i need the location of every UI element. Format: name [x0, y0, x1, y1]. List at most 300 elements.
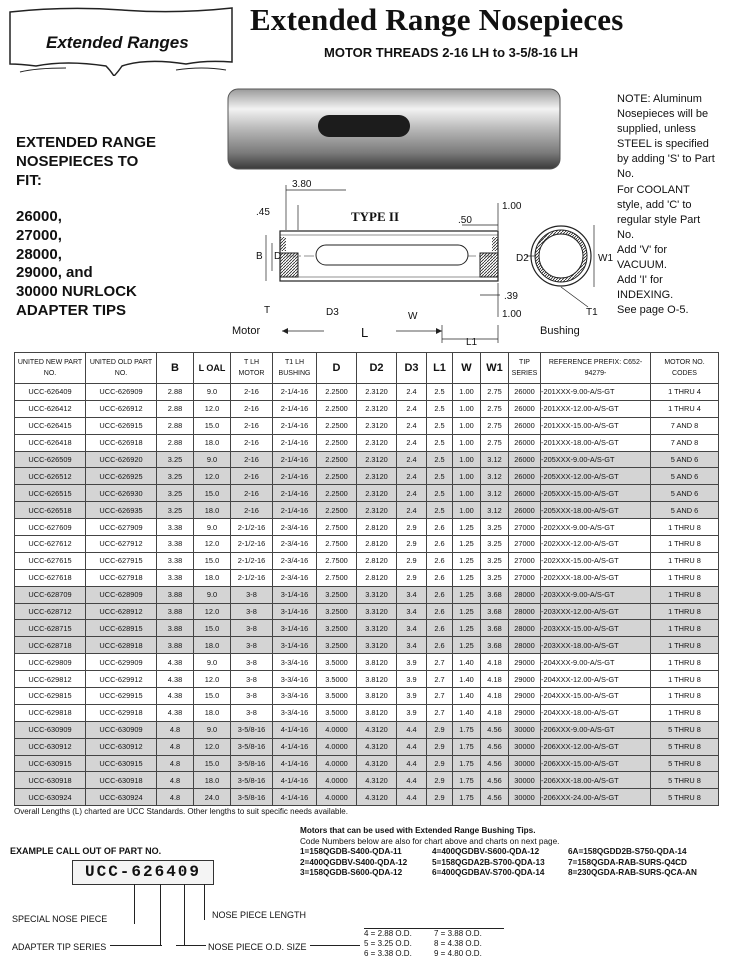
- od-row: [364, 928, 504, 939]
- table-cell: 1.00: [453, 502, 481, 519]
- footnote: Overall Lengths (L) charted are UCC Standards. Other lengths to suit specific needs available.: [14, 807, 348, 816]
- spec-table: [14, 352, 719, 806]
- fit-line: 29000, and: [16, 264, 93, 281]
- motors-subtitle: Code Numbers below are also for chart above and charts on next page.: [300, 836, 560, 846]
- table-cell: 2-1/4-16: [273, 485, 317, 502]
- od-entry: 8 = 4.38 O.D.: [434, 939, 482, 948]
- table-cell: 4.8: [157, 772, 194, 789]
- motor-code: 1=158QGDB-S400-QDA-11: [300, 847, 402, 857]
- table-cell: 3.88: [157, 603, 194, 620]
- col-header: L OAL: [194, 353, 231, 384]
- table-cell: 1 THRU 8: [651, 704, 719, 721]
- table-cell: 4.0000: [317, 789, 357, 806]
- note-line: No.: [617, 228, 635, 241]
- fit-line: EXTENDED RANGE: [16, 134, 157, 151]
- table-cell: 2-3/4-16: [273, 519, 317, 536]
- table-cell: 5 AND 6: [651, 485, 719, 502]
- table-cell: 1.75: [453, 738, 481, 755]
- table-cell: 3.25: [157, 502, 194, 519]
- table-cell: 3.5000: [317, 654, 357, 671]
- table-cell: 3-5/8-16: [231, 789, 273, 806]
- dim-label: B: [256, 251, 263, 262]
- bushing-label: Bushing: [540, 325, 580, 337]
- page-title: Extended Range Nosepieces: [250, 2, 624, 37]
- table-cell: 1 THRU 8: [651, 688, 719, 705]
- note-block: [617, 92, 749, 318]
- table-cell: 3.25: [157, 468, 194, 485]
- table-cell: 2-1/4-16: [273, 502, 317, 519]
- dim-label: L: [361, 325, 369, 340]
- table-cell: 2.9: [397, 536, 427, 553]
- table-cell: UCC-626418: [15, 434, 86, 451]
- table-cell: 4.3120: [357, 721, 397, 738]
- table-cell: UCC-626515: [15, 485, 86, 502]
- table-cell: 2.5: [427, 417, 453, 434]
- table-cell: 3-5/8-16: [231, 755, 273, 772]
- table-cell: UCC-629915: [86, 688, 157, 705]
- table-cell: 2.8120: [357, 519, 397, 536]
- table-cell: UCC-627918: [86, 569, 157, 586]
- note-line: by adding 'S' to Part: [617, 153, 715, 166]
- table-cell: 1 THRU 8: [651, 671, 719, 688]
- od-size-label: NOSE PIECE O.D. SIZE: [208, 942, 307, 952]
- table-cell: UCC-629909: [86, 654, 157, 671]
- table-cell: 2.8120: [357, 552, 397, 569]
- table-cell: 1 THRU 8: [651, 519, 719, 536]
- table-cell: 3.3120: [357, 620, 397, 637]
- table-cell: 3.25: [157, 451, 194, 468]
- table-cell: 3-3/4-16: [273, 704, 317, 721]
- table-cell: UCC-627609: [15, 519, 86, 536]
- table-cell: 3.9: [397, 654, 427, 671]
- table-cell: -206XXX-18.00-A/S-GT: [541, 772, 651, 789]
- banner-label: Extended Ranges: [46, 33, 189, 52]
- table-cell: 2.2500: [317, 502, 357, 519]
- table-cell: 3.88: [157, 620, 194, 637]
- table-cell: 1.75: [453, 789, 481, 806]
- table-cell: 2.9: [427, 755, 453, 772]
- table-cell: UCC-630912: [15, 738, 86, 755]
- table-cell: 3.38: [157, 536, 194, 553]
- table-cell: UCC-626930: [86, 485, 157, 502]
- table-cell: 4.0000: [317, 738, 357, 755]
- fit-line: FIT:: [16, 172, 42, 189]
- table-cell: 2.9: [397, 552, 427, 569]
- length-label: NOSE PIECE LENGTH: [212, 910, 307, 920]
- table-cell: 2-1/2-16: [231, 536, 273, 553]
- table-cell: 2.9: [427, 738, 453, 755]
- table-cell: UCC-628915: [86, 620, 157, 637]
- table-cell: 3.5000: [317, 671, 357, 688]
- table-row: [15, 772, 719, 789]
- table-cell: 18.0: [194, 569, 231, 586]
- table-cell: 3-3/4-16: [273, 654, 317, 671]
- note-line: Add 'V' for: [617, 243, 668, 256]
- table-cell: 1.75: [453, 755, 481, 772]
- table-cell: 4.3120: [357, 738, 397, 755]
- od-size-table: [364, 928, 504, 959]
- dim-label: .50: [458, 215, 472, 226]
- dim-label: .39: [504, 291, 518, 302]
- table-cell: 1 THRU 8: [651, 569, 719, 586]
- motor-code: 2=400QGDBV-S400-QDA-12: [300, 857, 408, 867]
- table-cell: UCC-630918: [15, 772, 86, 789]
- table-cell: 4.56: [481, 738, 509, 755]
- table-cell: 3-8: [231, 586, 273, 603]
- table-cell: 3.68: [481, 637, 509, 654]
- dim-label: 1.00: [502, 309, 522, 320]
- table-cell: 26000: [509, 400, 541, 417]
- table-cell: 2.7: [427, 671, 453, 688]
- od-row: [364, 939, 504, 949]
- table-cell: 1.40: [453, 688, 481, 705]
- table-cell: 4-1/4-16: [273, 789, 317, 806]
- table-cell: UCC-628712: [15, 603, 86, 620]
- fit-line: 30000 NURLOCK: [16, 283, 137, 300]
- table-cell: 2.75: [481, 400, 509, 417]
- table-cell: 26000: [509, 451, 541, 468]
- table-cell: UCC-626415: [15, 417, 86, 434]
- table-cell: 4-1/4-16: [273, 738, 317, 755]
- table-row: [15, 688, 719, 705]
- table-cell: 2.6: [427, 603, 453, 620]
- table-cell: 2.3120: [357, 451, 397, 468]
- table-cell: 1 THRU 8: [651, 536, 719, 553]
- table-cell: 2-16: [231, 384, 273, 401]
- table-cell: 4.4: [397, 789, 427, 806]
- table-cell: 1 THRU 8: [651, 620, 719, 637]
- table-cell: 1.00: [453, 434, 481, 451]
- motor-code: 8=230QGDA-RAB-SURS-QCA-AN: [568, 868, 697, 878]
- table-cell: 4.56: [481, 772, 509, 789]
- table-cell: -204XXX-12.00-A/S-GT: [541, 671, 651, 688]
- col-header: T1 LH BUSHING: [273, 353, 317, 384]
- table-cell: 9.0: [194, 519, 231, 536]
- table-cell: 24.0: [194, 789, 231, 806]
- fit-line: 26000,: [16, 208, 62, 225]
- table-cell: 2-1/4-16: [273, 451, 317, 468]
- table-cell: 3.2500: [317, 603, 357, 620]
- table-cell: 2-16: [231, 417, 273, 434]
- table-cell: 2-1/4-16: [273, 384, 317, 401]
- table-cell: 30000: [509, 772, 541, 789]
- table-cell: 2.4: [397, 502, 427, 519]
- table-cell: 4-1/4-16: [273, 755, 317, 772]
- table-cell: 2-1/2-16: [231, 569, 273, 586]
- table-cell: 2.9: [427, 721, 453, 738]
- table-cell: -201XXX-9.00-A/S-GT: [541, 384, 651, 401]
- motor-code: 6=400QGDBAV-S700-QDA-14: [432, 868, 545, 878]
- table-cell: 1.00: [453, 417, 481, 434]
- table-cell: 9.0: [194, 654, 231, 671]
- table-cell: -205XXX-9.00-A/S-GT: [541, 451, 651, 468]
- table-cell: 2-1/4-16: [273, 400, 317, 417]
- table-cell: 2.4: [397, 468, 427, 485]
- table-cell: 4.56: [481, 755, 509, 772]
- table-cell: -206XXX-15.00-A/S-GT: [541, 755, 651, 772]
- table-cell: 3-3/4-16: [273, 688, 317, 705]
- col-header: L1: [427, 353, 453, 384]
- table-cell: 3.12: [481, 502, 509, 519]
- table-cell: 3.8120: [357, 671, 397, 688]
- table-cell: -203XXX-12.00-A/S-GT: [541, 603, 651, 620]
- dim-label: 1.00: [502, 201, 522, 212]
- table-cell: 2.6: [427, 586, 453, 603]
- table-cell: -204XXX-9.00-A/S-GT: [541, 654, 651, 671]
- table-cell: 3-1/4-16: [273, 637, 317, 654]
- table-cell: 2.88: [157, 417, 194, 434]
- table-cell: 4.38: [157, 688, 194, 705]
- table-cell: 3.25: [481, 569, 509, 586]
- table-cell: 2-1/2-16: [231, 519, 273, 536]
- table-row: [15, 536, 719, 553]
- table-cell: 3.5000: [317, 688, 357, 705]
- table-cell: 3-5/8-16: [231, 738, 273, 755]
- od-entry: 9 = 4.80 O.D.: [434, 949, 482, 958]
- table-cell: 2-3/4-16: [273, 569, 317, 586]
- table-cell: 2.2500: [317, 434, 357, 451]
- table-cell: 1 THRU 8: [651, 586, 719, 603]
- table-cell: 3.12: [481, 485, 509, 502]
- table-cell: UCC-629818: [15, 704, 86, 721]
- table-cell: 2-16: [231, 468, 273, 485]
- table-cell: 4.56: [481, 789, 509, 806]
- table-cell: 18.0: [194, 637, 231, 654]
- table-cell: 4.3120: [357, 772, 397, 789]
- table-cell: UCC-629912: [86, 671, 157, 688]
- note-line: For COOLANT: [617, 183, 690, 196]
- table-cell: 2.7: [427, 704, 453, 721]
- table-cell: 2.2500: [317, 400, 357, 417]
- table-cell: 2.4: [397, 400, 427, 417]
- motor-code: 5=158QGDA2B-S700-QDA-13: [432, 857, 545, 867]
- table-cell: 30000: [509, 789, 541, 806]
- table-cell: 2-1/4-16: [273, 434, 317, 451]
- table-cell: 3.88: [157, 637, 194, 654]
- table-cell: 2.3120: [357, 502, 397, 519]
- table-cell: 2.3120: [357, 417, 397, 434]
- table-cell: UCC-629918: [86, 704, 157, 721]
- table-cell: 2.88: [157, 384, 194, 401]
- note-line: VACUUM.: [617, 259, 667, 272]
- table-cell: 3.38: [157, 569, 194, 586]
- table-cell: 1 THRU 4: [651, 400, 719, 417]
- table-cell: -206XXX-24.00-A/S-GT: [541, 789, 651, 806]
- table-cell: UCC-630909: [86, 721, 157, 738]
- col-header: UNITED NEW PART NO.: [15, 353, 86, 384]
- table-cell: 2.4: [397, 434, 427, 451]
- table-cell: -203XXX-9.00-A/S-GT: [541, 586, 651, 603]
- table-cell: 4.3120: [357, 789, 397, 806]
- col-header: B: [157, 353, 194, 384]
- table-cell: 2.6: [427, 637, 453, 654]
- table-cell: 29000: [509, 654, 541, 671]
- table-cell: 2.7500: [317, 552, 357, 569]
- table-cell: UCC-627912: [86, 536, 157, 553]
- type-label: TYPE II: [351, 209, 400, 224]
- table-cell: 4.3120: [357, 755, 397, 772]
- table-cell: 3.2500: [317, 620, 357, 637]
- table-cell: UCC-630915: [86, 755, 157, 772]
- motors-title: Motors that can be used with Extended Range Bushing Tips.: [300, 826, 536, 835]
- motor-code: 3=158QGDB-S600-QDA-12: [300, 868, 403, 878]
- table-cell: UCC-626920: [86, 451, 157, 468]
- table-cell: 26000: [509, 417, 541, 434]
- table-cell: -202XXX-18.00-A/S-GT: [541, 569, 651, 586]
- table-cell: UCC-628909: [86, 586, 157, 603]
- table-cell: 2.7: [427, 688, 453, 705]
- table-cell: 30000: [509, 721, 541, 738]
- table-cell: 12.0: [194, 536, 231, 553]
- note-line: NOTE: Aluminum: [617, 93, 702, 105]
- table-cell: 2.88: [157, 400, 194, 417]
- table-cell: 5 AND 6: [651, 502, 719, 519]
- note-line: Add 'I' for: [617, 274, 663, 287]
- table-row: [15, 502, 719, 519]
- table-cell: 2.5: [427, 384, 453, 401]
- table-cell: -201XXX-12.00-A/S-GT: [541, 400, 651, 417]
- table-cell: 3.12: [481, 468, 509, 485]
- table-cell: 2.3120: [357, 485, 397, 502]
- table-cell: 3.68: [481, 586, 509, 603]
- table-cell: -205XXX-18.00-A/S-GT: [541, 502, 651, 519]
- table-cell: 26000: [509, 434, 541, 451]
- table-cell: UCC-626409: [15, 384, 86, 401]
- note-line: STEEL is specified: [617, 138, 709, 151]
- table-cell: 28000: [509, 603, 541, 620]
- table-cell: 4.4: [397, 721, 427, 738]
- table-cell: 2-16: [231, 485, 273, 502]
- table-cell: -203XXX-15.00-A/S-GT: [541, 620, 651, 637]
- table-cell: 1 THRU 4: [651, 384, 719, 401]
- col-header: T LH MOTOR: [231, 353, 273, 384]
- table-cell: 2.4: [397, 451, 427, 468]
- table-cell: 3.12: [481, 451, 509, 468]
- table-cell: 28000: [509, 620, 541, 637]
- table-row: [15, 451, 719, 468]
- table-cell: 1.00: [453, 384, 481, 401]
- table-cell: 3.2500: [317, 586, 357, 603]
- table-cell: UCC-628912: [86, 603, 157, 620]
- table-row: [15, 400, 719, 417]
- table-cell: 3.8120: [357, 688, 397, 705]
- table-cell: 3.2500: [317, 637, 357, 654]
- table-cell: 3.88: [157, 586, 194, 603]
- table-row: [15, 738, 719, 755]
- table-cell: 2.9: [397, 519, 427, 536]
- table-cell: 2.9: [427, 772, 453, 789]
- table-cell: 2.75: [481, 434, 509, 451]
- dim-label: W1: [598, 253, 613, 264]
- table-cell: 3.3120: [357, 586, 397, 603]
- table-cell: 2.8120: [357, 569, 397, 586]
- table-cell: 3.4: [397, 620, 427, 637]
- table-cell: UCC-630924: [86, 789, 157, 806]
- table-cell: 2.75: [481, 384, 509, 401]
- table-cell: UCC-626512: [15, 468, 86, 485]
- table-cell: 3-8: [231, 671, 273, 688]
- table-cell: 27000: [509, 552, 541, 569]
- table-cell: UCC-628709: [15, 586, 86, 603]
- table-cell: 3.25: [481, 536, 509, 553]
- table-row: [15, 755, 719, 772]
- table-cell: 2.7500: [317, 536, 357, 553]
- table-cell: -204XXX-15.00-A/S-GT: [541, 688, 651, 705]
- table-row: [15, 637, 719, 654]
- table-cell: 1.75: [453, 772, 481, 789]
- table-cell: 4.18: [481, 704, 509, 721]
- dim-label: D3: [326, 307, 339, 318]
- table-cell: 18.0: [194, 502, 231, 519]
- fit-line: 27000,: [16, 227, 62, 244]
- table-cell: 2.9: [427, 789, 453, 806]
- table-cell: 4.38: [157, 704, 194, 721]
- table-cell: 15.0: [194, 485, 231, 502]
- table-row: [15, 552, 719, 569]
- table-cell: 2-16: [231, 451, 273, 468]
- table-cell: 4.18: [481, 688, 509, 705]
- table-cell: 2.6: [427, 552, 453, 569]
- table-cell: UCC-628918: [86, 637, 157, 654]
- motor-code: 7=158QGDA-RAB-SURS-Q4CD: [568, 857, 687, 867]
- table-cell: 18.0: [194, 704, 231, 721]
- table-cell: 2-16: [231, 400, 273, 417]
- table-cell: UCC-630924: [15, 789, 86, 806]
- table-cell: 1.25: [453, 569, 481, 586]
- motors-block: [300, 826, 718, 879]
- table-cell: 2.5: [427, 434, 453, 451]
- table-cell: 3-8: [231, 603, 273, 620]
- col-header: MOTOR NO. CODES: [651, 353, 719, 384]
- motor-code: 4=400QGDBV-S600-QDA-12: [432, 847, 540, 857]
- table-cell: 28000: [509, 586, 541, 603]
- table-cell: 4.4: [397, 772, 427, 789]
- table-cell: 1.25: [453, 536, 481, 553]
- table-cell: 12.0: [194, 738, 231, 755]
- table-cell: 2-1/4-16: [273, 417, 317, 434]
- table-cell: 3-1/4-16: [273, 603, 317, 620]
- table-cell: 4.8: [157, 721, 194, 738]
- table-cell: UCC-628715: [15, 620, 86, 637]
- table-cell: 1.00: [453, 451, 481, 468]
- table-cell: UCC-627615: [15, 552, 86, 569]
- table-cell: UCC-628718: [15, 637, 86, 654]
- od-row: [364, 949, 504, 959]
- table-cell: 4.8: [157, 789, 194, 806]
- table-cell: 15.0: [194, 417, 231, 434]
- table-cell: UCC-627909: [86, 519, 157, 536]
- od-entry: 6 = 3.38 O.D.: [364, 949, 412, 958]
- table-cell: 9.0: [194, 451, 231, 468]
- table-cell: 2-16: [231, 434, 273, 451]
- table-cell: 3-8: [231, 654, 273, 671]
- table-cell: 4.18: [481, 654, 509, 671]
- table-cell: 1.75: [453, 721, 481, 738]
- table-cell: 4.56: [481, 721, 509, 738]
- table-cell: 2.6: [427, 620, 453, 637]
- table-cell: 5 THRU 8: [651, 755, 719, 772]
- table-cell: 2.2500: [317, 485, 357, 502]
- table-cell: 1.25: [453, 637, 481, 654]
- table-cell: 2.9: [397, 569, 427, 586]
- table-cell: -202XXX-12.00-A/S-GT: [541, 536, 651, 553]
- table-cell: 2.4: [397, 384, 427, 401]
- dim-label: L1: [466, 337, 478, 348]
- od-entry: 7 = 3.88 O.D.: [434, 929, 482, 938]
- motor-code-row: [300, 847, 718, 858]
- col-header: D3: [397, 353, 427, 384]
- table-cell: UCC-626918: [86, 434, 157, 451]
